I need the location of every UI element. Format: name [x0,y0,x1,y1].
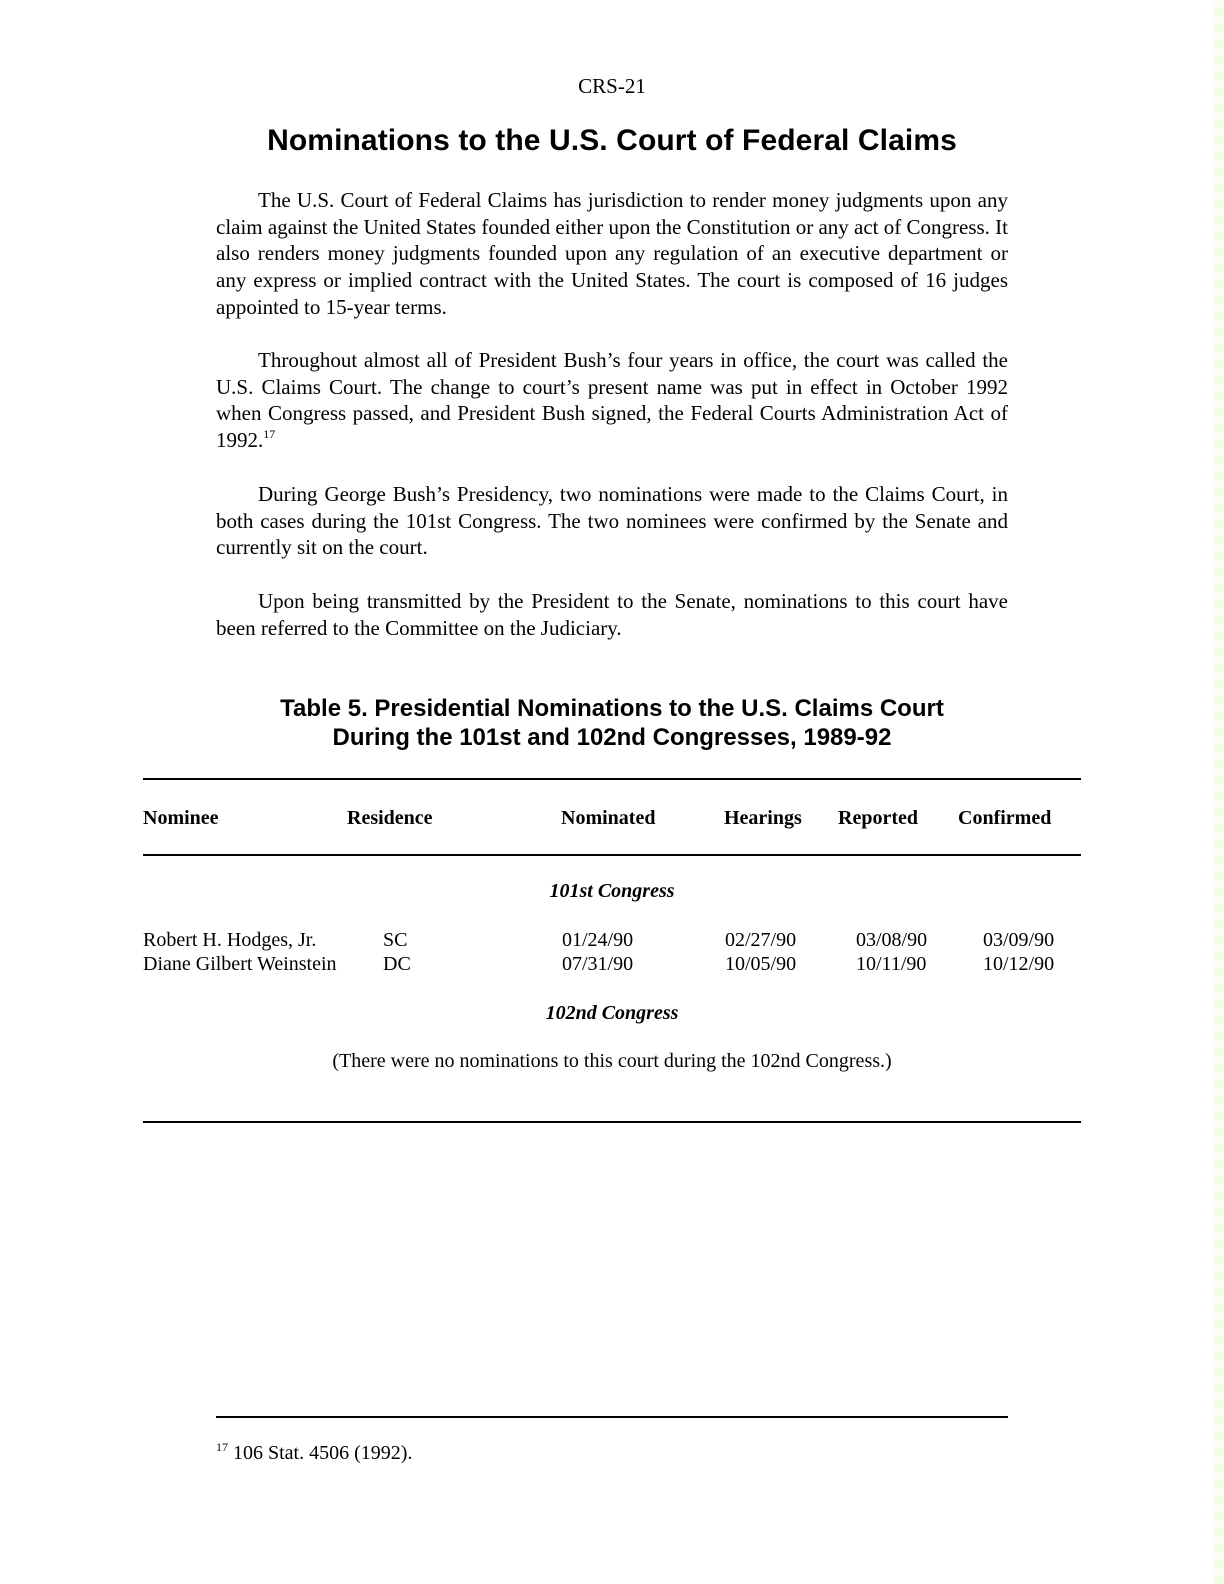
footnote-17 [216,1442,412,1465]
paragraph-1 [216,187,1008,321]
cell-nominee: Robert H. Hodges, Jr. [143,929,317,951]
page-number: CRS-21 [578,74,646,98]
cell-confirmed: 03/09/90 [983,929,1055,951]
column-header-nominated: Nominated [561,807,656,829]
paragraph-3 [216,481,1008,561]
paragraph-2 [216,347,1008,454]
cell-reported: 10/11/90 [856,953,927,975]
section-title: Nominations to the U.S. Court of Federal Claims [267,124,957,157]
column-header-nominee: Nominee [143,807,219,829]
column-header-reported: Reported [838,807,918,829]
footnote-ref-17[interactable]: 17 [263,427,276,442]
paragraph-text: Upon being transmitted by the President to the Senate, nominations to this court have been referred to the Committee on the Judiciary. [216,589,1008,640]
cell-reported: 03/08/90 [856,929,928,951]
group-label-102nd-congress: 102nd Congress [545,1002,679,1024]
table-title-line-1: Table 5. Presidential Nominations to the U.S. Claims Court [280,695,944,722]
cell-hearings: 10/05/90 [725,953,797,975]
group-label-101st-congress: 101st Congress [549,880,675,902]
cell-hearings: 02/27/90 [725,929,797,951]
column-header-hearings: Hearings [724,807,802,829]
table-header-rule [143,854,1081,856]
footnote-separator [216,1416,1008,1418]
cell-nominated: 01/24/90 [562,929,634,951]
cell-nominated: 07/31/90 [562,953,634,975]
table-title-line-2: During the 101st and 102nd Congresses, 1989-92 [332,724,892,751]
table-title [0,694,1224,752]
table-bottom-rule [143,1121,1081,1123]
paragraph-text: The U.S. Court of Federal Claims has jurisdiction to render money judgments upon any claim against the United States founded either upon the Constitution or any act of Congress. It also renders money judgments founded upon any regulation of an executive department or any express or implied contract with the United States. The court is composed of 16 judges appointed to 15-year terms. [216,188,1009,319]
paragraph-text: During George Bush’s Presidency, two nominations were made to the Claims Court, in both cases during the 101st Congress. The two nominees were confirmed by the Senate and currently sit on the court. [216,482,1008,560]
cell-confirmed: 10/12/90 [983,953,1055,975]
footnote-text: 106 Stat. 4506 (1992). [233,1442,413,1464]
scan-edge-artifact [1214,0,1224,1584]
paragraph-text: Throughout almost all of President Bush’s four years in office, the court was called the U.S. Claims Court. The change to court’s present name was put in effect in October 1992 when Congress passed, and President Bush signed, the Federal Courts Administration Act of 1992. [216,348,1008,453]
column-header-residence: Residence [347,807,433,829]
column-header-confirmed: Confirmed [958,807,1052,829]
no-nominations-note: (There were no nominations to this court during the 102nd Congress.) [332,1050,892,1072]
paragraph-4 [216,588,1008,641]
cell-residence: DC [383,953,411,975]
footnote-number: 17 [216,1440,228,1454]
cell-nominee: Diane Gilbert Weinstein [143,953,337,975]
table-top-rule [143,778,1081,780]
cell-residence: SC [383,929,408,951]
